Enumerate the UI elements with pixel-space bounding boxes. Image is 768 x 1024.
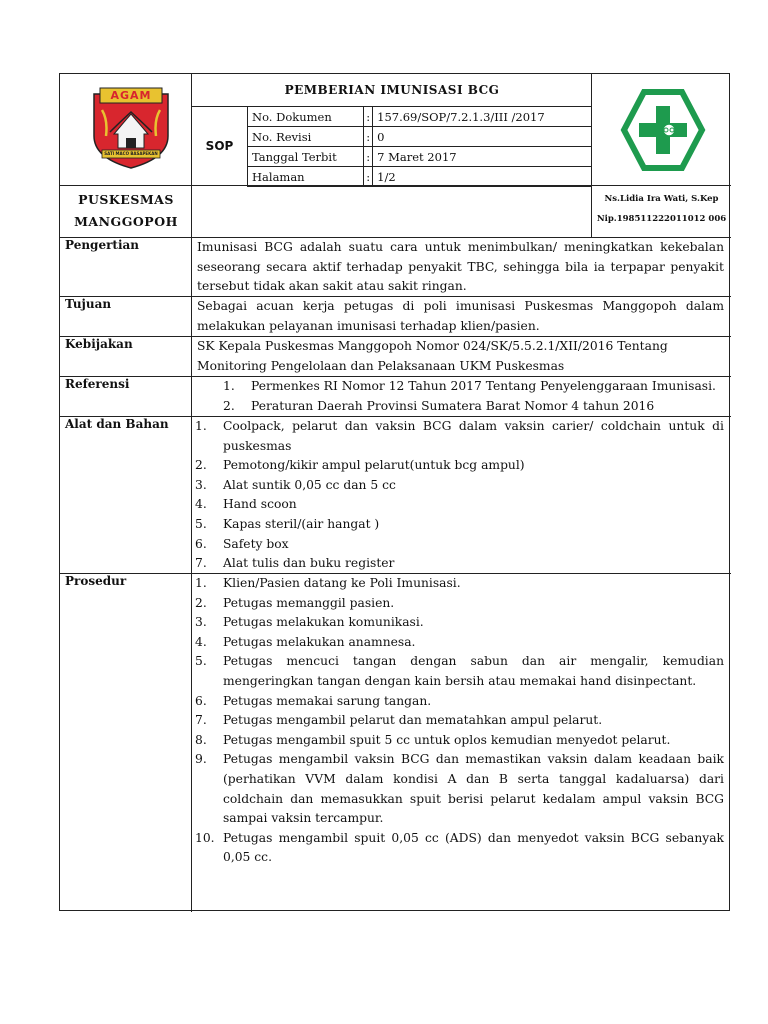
- list-item: [195, 711, 724, 731]
- document-title: PEMBERIAN IMUNISASI BCG: [284, 83, 500, 97]
- logo-motto: SATI MACO BASAPEKAN: [104, 151, 158, 156]
- puskesmas-logo: [620, 88, 706, 172]
- referensi-list: [223, 377, 724, 416]
- item-number: 9.: [195, 752, 207, 767]
- item-number: 3.: [195, 477, 207, 492]
- meta-label: Halaman: [248, 167, 364, 187]
- item-text: Petugas memanggil pasien.: [223, 595, 395, 610]
- pengertian-label: Pengertian: [65, 238, 140, 252]
- item-number: 1.: [223, 379, 235, 393]
- item-text: Alat suntik 0,05 cc dan 5 cc: [223, 477, 396, 492]
- list-item: [195, 829, 724, 868]
- item-text: Petugas melakukan komunikasi.: [223, 615, 424, 630]
- meta-value: 7 Maret 2017: [373, 147, 592, 167]
- list-item: [195, 535, 724, 555]
- item-text: Petugas mengambil spuit 5 cc untuk oplos kemudian menyedot pelarut.: [223, 732, 671, 747]
- list-item: [195, 633, 724, 653]
- meta-value: 1/2: [373, 167, 592, 187]
- meta-value: 157.69/SOP/7.2.1.3/III /2017: [373, 107, 592, 127]
- item-number: 4.: [195, 634, 207, 649]
- list-item: [195, 417, 724, 456]
- item-number: 2.: [195, 595, 207, 610]
- list-item: [195, 731, 724, 751]
- item-number: 4.: [195, 497, 207, 512]
- logo-text: AGAM: [110, 89, 152, 102]
- item-number: 6.: [195, 693, 207, 708]
- document-meta-table: [247, 106, 592, 187]
- meta-row-revisi: [248, 127, 592, 147]
- alat-list: [195, 417, 724, 574]
- list-item: [195, 750, 724, 828]
- item-text: Petugas mengambil vaksin BCG dan memastikan vaksin dalam keadaan baik (perhatikan VVM dalam kondisi A dan B serta tanggal kadaluarsa) dari coldchain dan memasukkan spuit berisi pelarut kedalam ampul vaksin BCG sampai vaksin tercampur.: [223, 752, 724, 826]
- item-text: Petugas melakukan anamnesa.: [223, 634, 416, 649]
- item-text: Safety box: [223, 536, 289, 551]
- list-item: [195, 495, 724, 515]
- meta-value: 0: [373, 127, 592, 147]
- item-number: 8.: [195, 732, 207, 747]
- org-line-2: MANGGOPOH: [74, 214, 178, 229]
- kebijakan-label: Kebijakan: [65, 337, 133, 351]
- item-text: Coolpack, pelarut dan vaksin BCG dalam vaksin carier/ coldchain untuk di puskesmas: [223, 419, 724, 453]
- item-text: Peraturan Daerah Provinsi Sumatera Barat Nomor 4 tahun 2016: [251, 398, 655, 413]
- agam-logo: [88, 86, 174, 170]
- kebijakan-text: SK Kepala Puskesmas Manggopoh Nomor 024/SK/5.5.2.1/XII/2016 Tentang Monitoring Pengelolaan dan Pelaksanaan UKM Puskesmas: [197, 339, 668, 373]
- alat-items: [195, 417, 724, 574]
- meta-colon: :: [364, 127, 373, 147]
- referensi-items: [223, 377, 724, 416]
- list-item: [195, 594, 724, 614]
- signer-nip: Nip.198511222011012 006: [596, 214, 727, 224]
- item-number: 7.: [195, 713, 207, 728]
- item-number: 10.: [195, 830, 215, 845]
- item-text: Petugas mencuci tangan dengan sabun dan air mengalir, kemudian mengeringkan tangan dengan kain bersih atau memakai hand disinpectant.: [223, 654, 724, 688]
- org-line-1: PUSKESMAS: [78, 192, 174, 207]
- list-item: [195, 476, 724, 496]
- sop-document: [59, 73, 730, 911]
- referensi-label: Referensi: [65, 377, 130, 391]
- list-item: [195, 692, 724, 712]
- meta-label: No. Dokumen: [248, 107, 364, 127]
- meta-row-tanggal: [248, 147, 592, 167]
- alat-label: Alat dan Bahan: [65, 417, 169, 431]
- meta-colon: :: [364, 167, 373, 187]
- meta-row-dokumen: [248, 107, 592, 127]
- item-number: 2.: [195, 458, 207, 473]
- signer-name: Ns.Lidia Ira Wati, S.Kep: [604, 194, 719, 204]
- item-text: Kapas steril/(air hangat ): [223, 516, 380, 531]
- list-item: [195, 613, 724, 633]
- list-item: [195, 652, 724, 691]
- item-text: Hand scoon: [223, 497, 297, 512]
- meta-label: No. Revisi: [248, 127, 364, 147]
- meta-label: Tanggal Terbit: [248, 147, 364, 167]
- item-number: 7.: [195, 556, 207, 571]
- list-item: [195, 515, 724, 535]
- item-text: Pemotong/kikir ampul pelarut(untuk bcg ampul): [223, 458, 525, 473]
- list-item: [195, 456, 724, 476]
- prosedur-list: [195, 574, 724, 868]
- item-number: 6.: [195, 536, 207, 551]
- tujuan-text: Sebagai acuan kerja petugas di poli imunisasi Puskesmas Manggopoh dalam melakukan pelayanan imunisasi terhadap klien/pasien.: [197, 299, 724, 333]
- meta-colon: :: [364, 107, 373, 127]
- item-text: Petugas mengambil pelarut dan mematahkan ampul pelarut.: [223, 713, 603, 728]
- pengertian-text: Imunisasi BCG adalah suatu cara untuk menimbulkan/ meningkatkan kekebalan seseorang secara aktif terhadap penyakit TBC, sehingga bila ia terpapar penyakit tersebut tidak akan sakit atau sakit ringan.: [197, 240, 724, 294]
- prosedur-items: [195, 574, 724, 868]
- meta-colon: :: [364, 147, 373, 167]
- meta-row-halaman: [248, 167, 592, 187]
- item-number: 2.: [223, 398, 235, 413]
- list-item: [195, 574, 724, 594]
- list-item: [223, 377, 724, 397]
- item-number: 3.: [195, 615, 207, 630]
- item-text: Permenkes RI Nomor 12 Tahun 2017 Tentang Penyelenggaraan Imunisasi.: [251, 379, 716, 393]
- sop-label: SOP: [205, 138, 234, 153]
- signer-block: [592, 185, 731, 237]
- item-text: Alat tulis dan buku register: [223, 556, 395, 571]
- list-item: [195, 554, 724, 574]
- item-number: 5.: [195, 654, 207, 669]
- item-number: 1.: [195, 419, 207, 433]
- item-number: 5.: [195, 516, 207, 531]
- organization-name: [60, 185, 192, 237]
- prosedur-label: Prosedur: [65, 574, 127, 588]
- item-text: Petugas mengambil spuit 0,05 cc (ADS) dan menyedot vaksin BCG sebanyak 0,05 cc.: [223, 830, 724, 865]
- list-item: [223, 397, 724, 417]
- tujuan-label: Tujuan: [65, 297, 112, 311]
- item-text: Klien/Pasien datang ke Poli Imunisasi.: [223, 576, 461, 590]
- item-text: Petugas memakai sarung tangan.: [223, 693, 432, 708]
- item-number: 1.: [195, 576, 207, 590]
